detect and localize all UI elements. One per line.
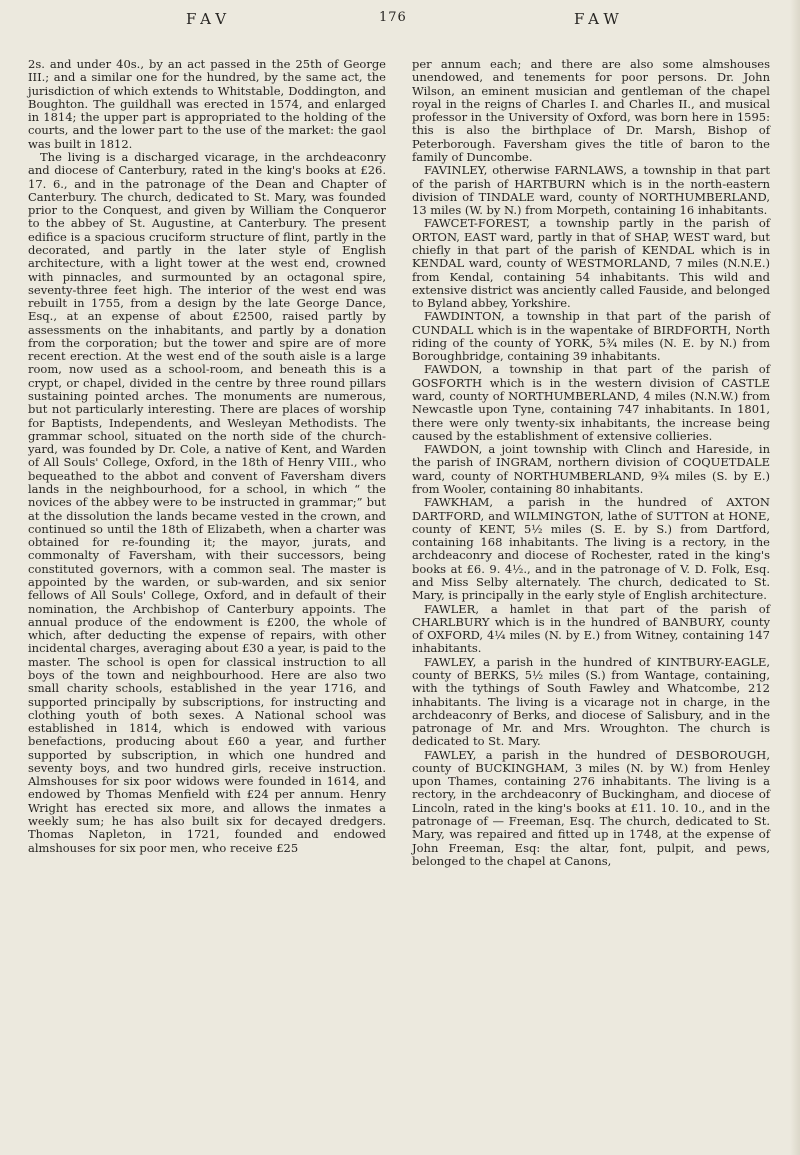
paragraph: 2s. and under 40s., by an act passed in the 25th of George III.; and a similar one for the hundred, by the same act, the jurisdiction of which extends to Whitstable, Doddington, and Boughton. The guildhall was erected in 1574, and enlarged in 1814; the upper part is appropriated to the holding of the courts, and the lower part to the use of the market: the gaol was built in 1812. bbox=[28, 57, 386, 151]
entry-fawler: FAWLER, a hamlet in that part of the parish of CHARLBURY which is in the hundred of BANBURY, county of OXFORD, 4¼ miles (N. by E.) from Witney, containing 147 inhabitants. bbox=[412, 601, 770, 656]
page-edge-shadow bbox=[790, 0, 800, 1155]
entry-fawcet-forest: FAWCET-FOREST, a township partly in the parish of ORTON, EAST ward, partly in that of SHAP, WEST ward, but chiefly in that part of the parish of KENDAL which is in KENDAL ward, county of WESTMORLAND, 7 miles (N.N.E.) from Kendal, containing 54 inhabitants. This wild and extensive district was anciently called Fauside, and belonged to Byland abbey, Yorkshire. bbox=[412, 216, 770, 311]
left-column bbox=[28, 58, 386, 855]
entry-fawkham: FAWKHAM, a parish in the hundred of AXTON DARTFORD, and WILMINGTON, lathe of SUTTON at HONE, county of KENT, 5½ miles (S. E. by S.) from Dartford, containing 168 inhabitants. The living is a rectory, in the archdeaconry and diocese of Rochester, rated in the king's books at £6. 9. 4½., and in the patronage of V. D. Folk, Esq. and Miss Selby alternately. The church, dedicated to St. Mary, is principally in the early style of English architecture. bbox=[412, 495, 770, 603]
entry-fawley-berks: FAWLEY, a parish in the hundred of KINTBURY-EAGLE, county of BERKS, 5½ miles (S.) from Wantage, containing, with the tythings of South Fawley and Whatcombe, 212 inhabitants. The living is a vicarage not in charge, in the archdeaconry of Berks, and diocese of Salisbury, and in the patronage of Mr. and Mrs. Wroughton. The church is dedicated to St. Mary. bbox=[412, 654, 770, 749]
right-column bbox=[412, 58, 770, 868]
running-header bbox=[0, 4, 800, 30]
paragraph: The living is a discharged vicarage, in the archdeaconry and diocese of Canterbury, rated in the king's books at £26. 17. 6., and in the patronage of the Dean and Chapter of Canterbury. The church, dedicated to St. Mary, was founded prior to the Conquest, and given by William the Conqueror to the abbey of St. Augustine, at Canterbury. The present edifice is a spacious cruciform structure of flint, partly in the decorated, and partly in the later style of English architecture, with a light tower at the west end, crowned with pinnacles, and surmounted by an octagonal spire, seventy-three feet high. The interior of the west end was rebuilt in 1755, from a design by the late George Dance, Esq., at an expense of about £2500, raised partly by assessments on the inhabitants, and partly by a donation from the corporation; but the tower and spire are of more recent erection. At the west end of the south aisle is a large room, now used as a school-room, and beneath this is a crypt, or chapel, divided in the centre by three round pillars sustaining pointed arches. The monuments are numerous, but not particularly interesting. There are places of worship for Baptists, Independents, and Wesleyan Methodists. The grammar school, situated on the north side of the church-yard, was founded by Dr. Cole, a native of Kent, and Warden of All Souls' College, Oxford, in the 18th of Henry VIII., who bequeathed to the abbot and convent of Faversham divers lands in the neighbourhood, for a school, in which “ the novices of the abbey were to be instructed in grammar;” but at the dissolution the lands became vested in the crown, and continued so until the 18th of Elizabeth, when a charter was obtained for re-founding it; the mayor, jurats, and commonalty of Faversham, with their successors, being constituted governors, with a common seal. The master is appointed by the warden, or sub-warden, and six senior fellows of All Souls' College, Oxford, and in default of their nomination, the Archbishop of Canterbury appoints. The annual produce of the endowment is £200, the whole of which, after deducting the expense of repairs, with other incidental charges, averaging about £30 a year, is paid to the master. The school is open for classical instruction to all boys of the town and neighbourhood. Here are also two small charity schools, established in the year 1716, and supported principally by subscriptions, for instructing and clothing youth of both sexes. A National school was established in 1814, which is endowed with various benefactions, producing about £60 a year, and further supported by subscription, in which one hundred and seventy boys, and two hundred girls, receive instruction. Almshouses for six poor widows were founded in 1614, and endowed by Thomas Menfield with £24 per annum. Henry Wright has erected six more, and allows the inmates a weekly sum; he has also built six for decayed dredgers. Thomas Napleton, in 1721, founded and endowed almshouses for six poor men, who receive £25 bbox=[28, 149, 386, 855]
header-left-word: FAV bbox=[186, 10, 232, 28]
header-right-word: FAW bbox=[574, 10, 624, 28]
entry-fawdon-ingram: FAWDON, a joint township with Clinch and Hareside, in the parish of INGRAM, northern division of COQUETDALE ward, county of NORTHUMBERLAND, 9¾ miles (S. by E.) from Wooler, containing 80 inhabitants. bbox=[412, 442, 770, 496]
paragraph: per annum each; and there are also some almshouses unendowed, and tenements for poor persons. Dr. John Wilson, an eminent musician and gentleman of the chapel royal in the reigns of Charles I. and Charles II., and musical professor in the University of Oxford, was born here in 1595: this is also the birthplace of Dr. Marsh, Bishop of Peterborough. Faversham gives the title of baron to the family of Duncombe. bbox=[412, 57, 770, 164]
entry-favinley: FAVINLEY, otherwise FARNLAWS, a township in that part of the parish of HARTBURN which is in the north-eastern division of TINDALE ward, county of NORTHUMBERLAND, 13 miles (W. by N.) from Morpeth, containing 16 inhabitants. bbox=[412, 163, 770, 218]
entry-fawdinton: FAWDINTON, a township in that part of the parish of CUNDALL which is in the wapentake of BIRDFORTH, North riding of the county of YORK, 5¾ miles (N. E. by N.) from Boroughbridge, containing 39 inhabitants. bbox=[412, 309, 770, 364]
entry-fawley-buckingham: FAWLEY, a parish in the hundred of DESBOROUGH, county of BUCKINGHAM, 3 miles (N. by W.) from Henley upon Thames, containing 276 inhabitants. The living is a rectory, in the archdeaconry of Buckingham, and diocese of Lincoln, rated in the king's books at £11. 10. 10., and in the patronage of — Freeman, Esq. The church, dedicated to St. Mary, was repaired and fitted up in 1748, at the expense of John Freeman, Esq: the altar, font, pulpit, and pews, belonged to the chapel at Canons, bbox=[412, 747, 770, 868]
page-number: 176 bbox=[379, 10, 407, 25]
entry-fawdon-gosforth: FAWDON, a township in that part of the parish of GOSFORTH which is in the western division of CASTLE ward, county of NORTHUMBERLAND, 4 miles (N.N.W.) from Newcastle upon Tyne, containing 747 inhabitants. In 1801, there were only twenty-six inhabitants, the increase being caused by the establishment of extensive collieries. bbox=[412, 362, 770, 443]
